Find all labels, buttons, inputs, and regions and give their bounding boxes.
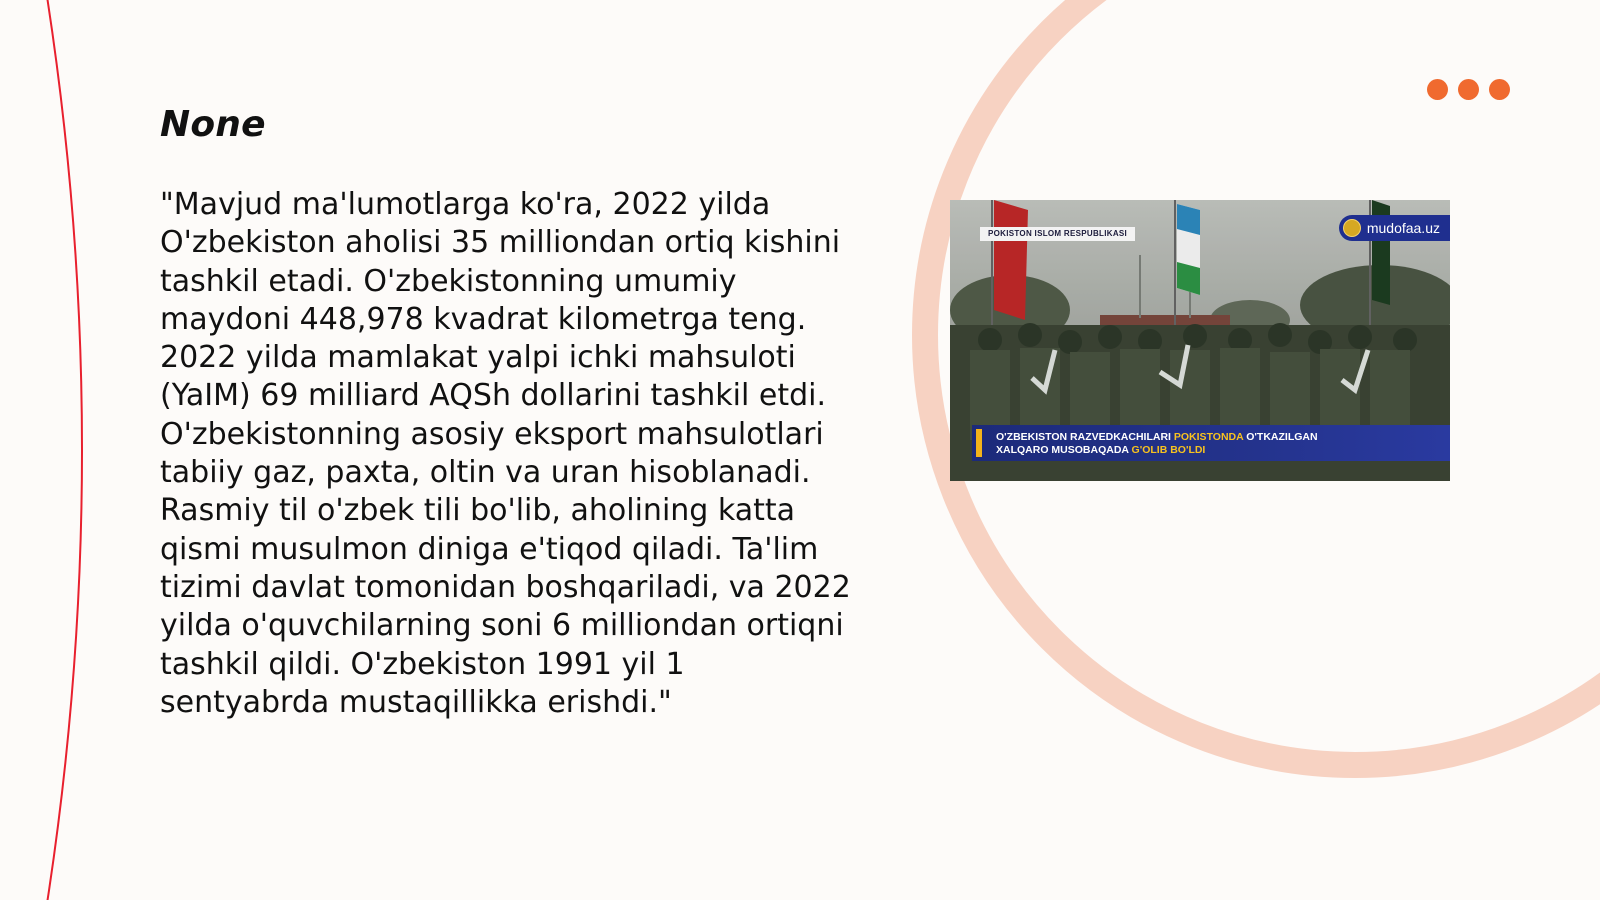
banner-line-1 (996, 431, 1450, 444)
banner-line-1-part-c: O'TKAZILGAN (1243, 431, 1318, 443)
left-red-curve (46, 0, 82, 900)
photo-news-banner (972, 425, 1450, 461)
slide-body-text: "Mavjud ma'lumotlarga ko'ra, 2022 yilda O'zbekiston aholisi 35 milliondan ortiq kishini tashkil etadi. O'zbekistonning umumiy maydoni 448,978 kvadrat kilometrga teng. 2022 yilda mamlakat yalpi ichki mahsuloti (YaIM) 69 milliard AQSh dollarini tashkil etdi. O'zbekistonning asosiy eksport mahsulotlari tabiiy gaz, paxta, oltin va uran hisoblanadi. Rasmiy til o'zbek tili bo'lib, aholining katta qismi musulmon diniga e'tiqod qiladi. Ta'lim tizimi davlat tomonidan boshqariladi, va 2022 yilda o'quvchilarning soni 6 milliondan ortiqni tashkil qildi. O'zbekiston 1991 yil 1 sentyabrda mustaqillikka erishdi." (160, 187, 851, 720)
dot-2 (1458, 79, 1479, 100)
photo-top-caption: POKISTON ISLOM RESPUBLIKASI (980, 227, 1135, 241)
photo-logo (1339, 215, 1450, 241)
dot-3 (1489, 79, 1510, 100)
banner-line-2 (996, 444, 1450, 457)
emblem-icon (1343, 219, 1361, 237)
slide-title: None (160, 104, 266, 145)
banner-line-2-part-a: XALQARO MUSOBAQADA (996, 444, 1132, 456)
banner-line-2-highlight: G'OLIB BO'LDI (1131, 444, 1206, 456)
logo-text: mudofaa.uz (1366, 220, 1440, 236)
banner-line-1-highlight: POKISTONDA (1173, 431, 1244, 443)
dot-1 (1427, 79, 1448, 100)
banner-accent-bar (976, 429, 982, 457)
banner-line-1-part-a: O'ZBEKISTON RAZVEDKACHILARI (996, 431, 1174, 443)
menu-dots-icon (1427, 79, 1510, 100)
news-photo (950, 200, 1450, 481)
